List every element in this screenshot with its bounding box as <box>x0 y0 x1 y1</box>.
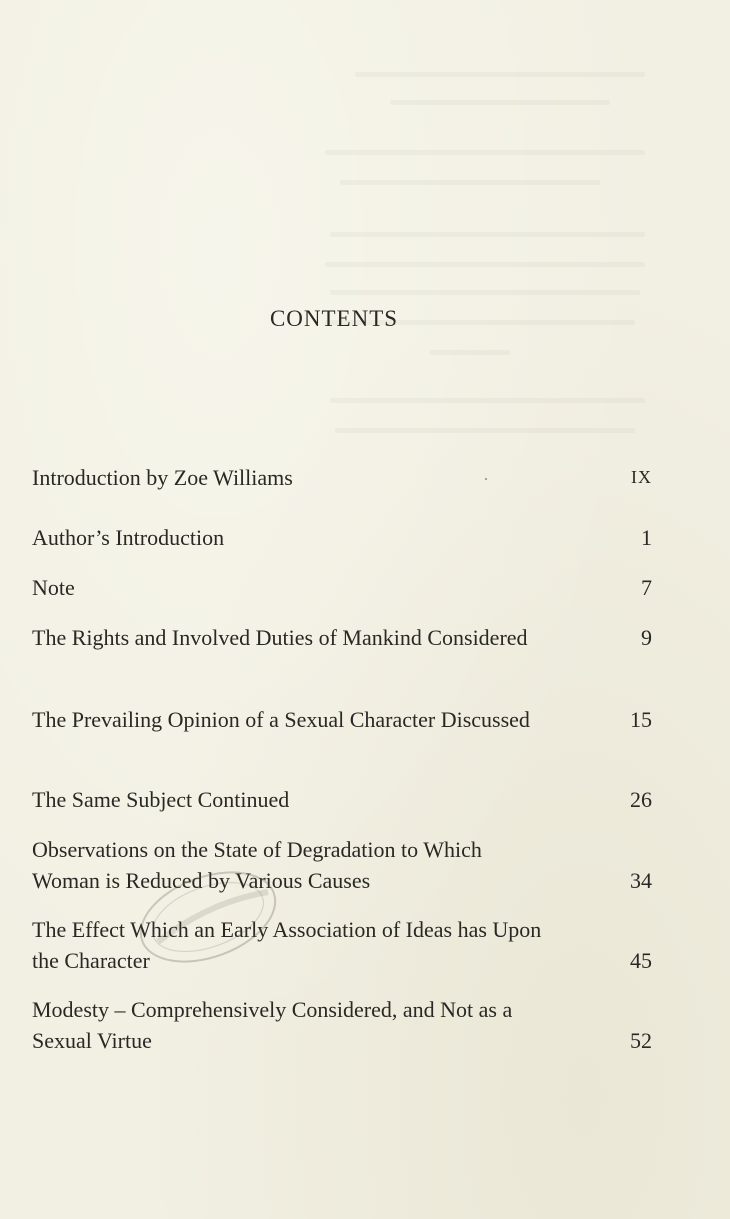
toc-entry[interactable] <box>32 784 652 815</box>
toc-entry[interactable] <box>32 462 652 493</box>
toc-entry-page: 15 <box>630 707 652 732</box>
toc-entry-page: 9 <box>641 625 652 650</box>
toc-entry[interactable] <box>32 704 652 735</box>
toc-entry[interactable] <box>32 622 652 653</box>
toc-entry-title: Note <box>32 575 75 600</box>
toc-entry-page: 26 <box>630 787 652 812</box>
toc-entry-title: The Same Subject Continued <box>32 787 290 812</box>
toc-entry[interactable] <box>32 914 652 976</box>
toc-entry[interactable] <box>32 994 652 1056</box>
toc-entry-title: Author’s Introduction <box>32 525 225 550</box>
toc-entry[interactable] <box>32 834 652 896</box>
toc-entry-page: 1 <box>641 525 652 550</box>
toc-entry[interactable] <box>32 522 652 553</box>
toc-entry[interactable] <box>32 572 652 603</box>
toc-entry-title: Introduction by Zoe Williams <box>32 465 293 490</box>
toc-entry-page: 34 <box>630 868 652 893</box>
toc-entry-title: The Effect Which an Early Association of Ideas has Upon the Character <box>32 917 542 973</box>
toc-entry-page: IX <box>631 467 652 487</box>
page-title: CONTENTS <box>269 306 399 331</box>
toc-entry-page: 45 <box>630 948 652 973</box>
toc-entry-title: Modesty – Comprehensively Considered, and Not as a Sexual Virtue <box>32 997 513 1053</box>
toc-entry-title: Observations on the State of Degradation to Which Woman is Reduced by Various Causes <box>32 837 482 893</box>
toc-entry-page: 52 <box>630 1028 652 1053</box>
toc-entry-title: The Prevailing Opinion of a Sexual Character Discussed <box>32 707 530 732</box>
toc-entry-title: The Rights and Involved Duties of Mankind Considered <box>32 625 528 650</box>
toc-entry-page: 7 <box>641 575 652 600</box>
